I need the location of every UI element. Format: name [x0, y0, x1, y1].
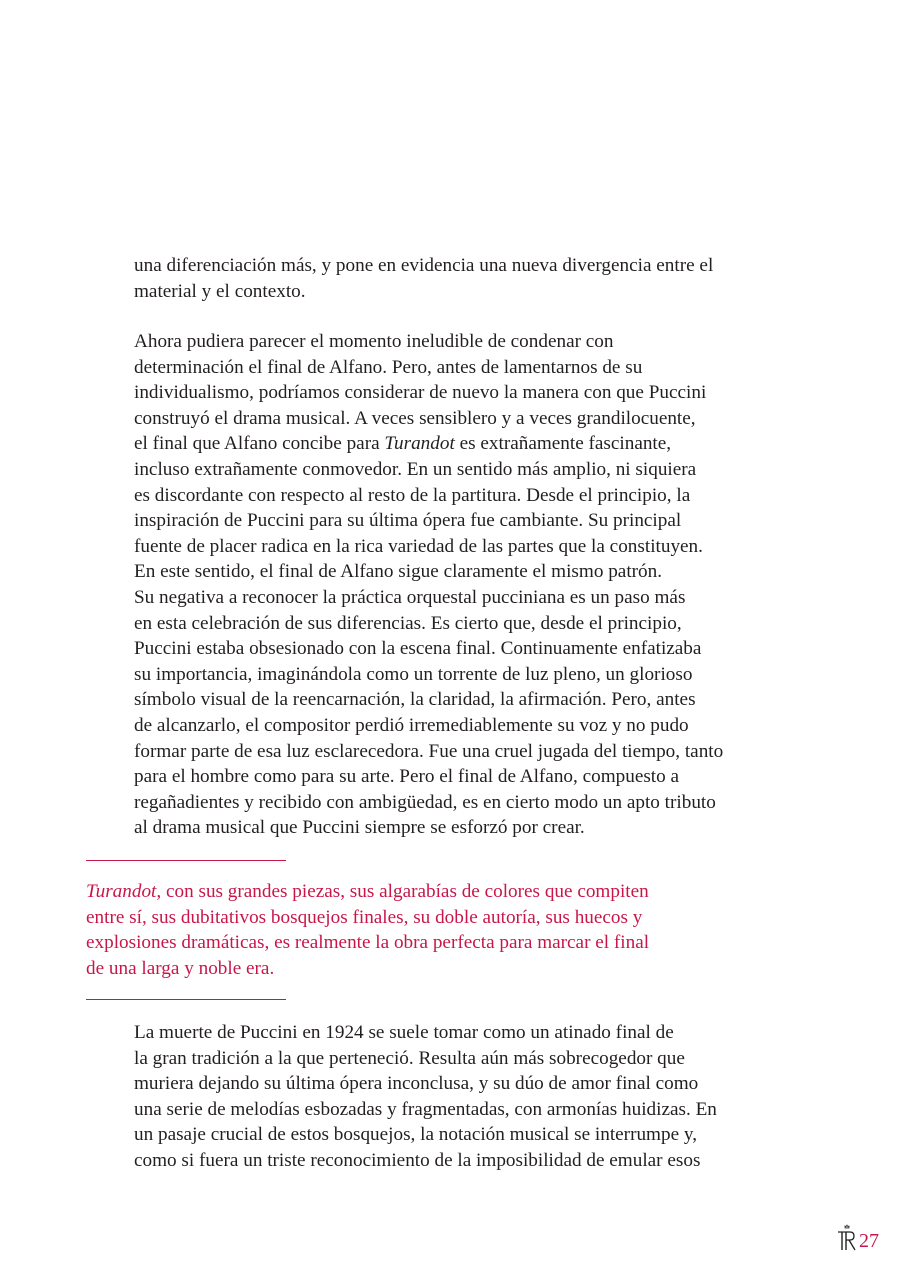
body-paragraph-3: La muerte de Puccini en 1924 se suele tomar como un atinado final de la gran tradición a la que perteneció. Resulta aún más sobrecogedor que muriera dejando su última ópera inconclusa, y su dúo de amor final como una serie de melodías esbozadas y fragmentadas, con armonías huidizas. En un pasaje crucial de estos bosquejos, la notación musical se interrumpe y, como si fuera un triste reconocimiento de la imposibilidad de emular esos — [134, 1022, 717, 1171]
pull-quote-top-rule — [86, 860, 286, 861]
crowned-r-monogram-icon — [837, 1224, 857, 1252]
paragraph-2-text-after: es extrañamente fascinante, incluso extrañamente conmovedor. En un sentido más amplio, ni siquiera es discordante con respecto al resto de la partitura. Desde el principio, la inspiración de Puccini para su última ópera fue cambiante. Su principal fuente de placer radica en la rica variedad de las partes que la constituyen. En este sentido, el final de Alfano sigue claramente el mismo patrón. Su negativa a reconocer la práctica orquestal pucciniana es un paso más en esta celebración de sus diferencias. Es cierto que, desde el principio, Puccini estaba obsesionado con la escena final. Continuamente enfatizaba su importancia, imaginándola como un torrente de luz pleno, un glorioso símbolo visual de la reencarnación, la claridad, la afirmación. Pero, antes de alcanzarlo, el compositor perdió irremediablemente su voz y no pudo formar parte de esa luz esclarecedora. Fue una cruel jugada del tiempo, tanto para el hombre como para su arte. Pero el final de Alfano, compuesto a regañadientes y recibido con ambigüedad, es en cierto modo un apto tributo al drama musical que Puccini siempre se esforzó por crear. — [134, 433, 724, 839]
pull-quote-italic-lead: Turandot, — [86, 881, 162, 902]
body-paragraph-2 — [134, 329, 794, 841]
body-paragraph-1: una diferenciación más, y pone en evidencia una nueva divergencia entre el material y el contexto. — [134, 255, 714, 302]
opera-title-italic: Turandot — [384, 433, 455, 455]
pull-quote — [86, 879, 746, 981]
page-footer — [837, 1222, 879, 1252]
pull-quote-text: con sus grandes piezas, sus algarabías de colores que compiten entre sí, sus dubitativos bosquejos finales, su doble autoría, sus huecos y explosiones dramáticas, es realmente la obra perfecta para marcar el final de una larga y noble era. — [86, 881, 650, 979]
pull-quote-bottom-rule — [86, 999, 286, 1000]
page-number: 27 — [859, 1230, 879, 1252]
paragraph-2-text-before: Ahora pudiera parecer el momento ineludible de condenar con determinación el final de Alfano. Pero, antes de lamentarnos de su individualismo, podríamos considerar de nuevo la manera con que Puccini construyó el drama musical. A veces sensiblero y a veces grandilocuente, el final que Alfano concibe para — [134, 331, 707, 455]
